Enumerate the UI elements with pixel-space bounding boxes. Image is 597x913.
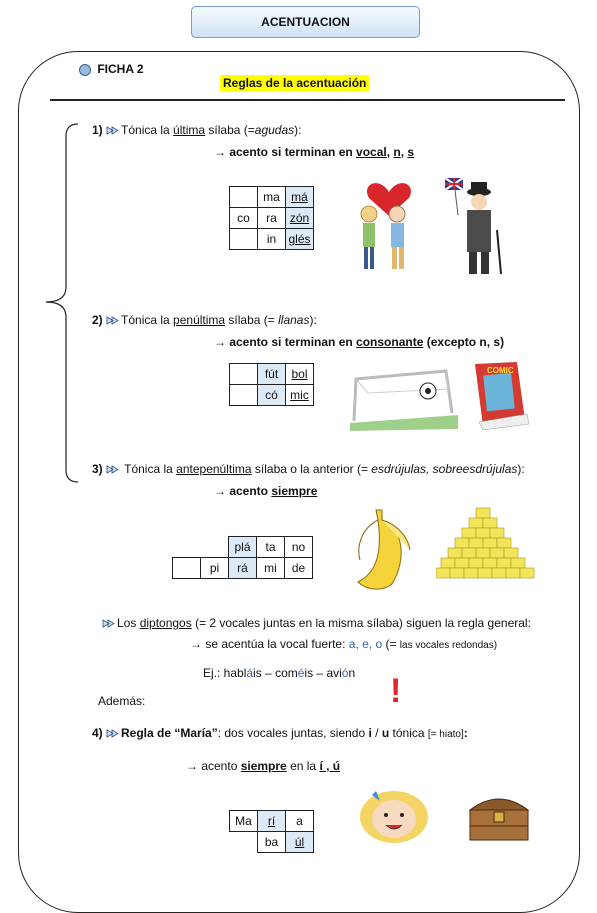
rule1-table: ma má co ra zón in glés <box>229 186 314 250</box>
rule4-arrow-text: → acento siempre en la í , ú <box>186 759 341 773</box>
rule4-heading: 4) Regla de “María”: dos vocales juntas, siendo i / u tónica [= hiato]: <box>92 726 468 740</box>
curly-brace-icon <box>40 122 80 484</box>
arrow-bullet-icon <box>106 729 119 738</box>
treasure-chest-illustration <box>466 792 532 842</box>
ademas-label: Además: <box>98 694 146 708</box>
arrow-bullet-icon <box>102 619 115 628</box>
rule1-heading: 1) Tónica la última sílaba (=agudas): <box>92 123 302 137</box>
rule3-table: plá ta no pi rá mi de <box>172 536 313 579</box>
rule4-table: Ma rí a ba úl <box>229 810 314 853</box>
banana-illustration <box>352 506 414 592</box>
pyramid-illustration <box>436 506 536 592</box>
diptongos-example: Ej.: habláis – coméis – avión <box>203 666 356 680</box>
svg-text:COMIC: COMIC <box>487 366 514 375</box>
diptongos-heading: Los diptongos (= 2 vocales juntas en la misma sílaba) siguen la regla general: <box>102 616 531 630</box>
rule2-table: fút bol có mic <box>229 363 314 406</box>
rule3-arrow-text: → acento siempre <box>214 484 318 498</box>
exclamation-icon: ! <box>390 672 402 710</box>
rule3-heading: 3) Tónica la antepenúltima sílaba o la anterior (= esdrújulas, sobreesdrújulas): <box>92 462 525 476</box>
rule2-heading: 2) Tónica la penúltima sílaba (= llanas): <box>92 313 317 327</box>
subtitle: Reglas de la acentuación <box>220 76 369 90</box>
diptongos-arrow-text: → se acentúa la vocal fuerte: a, e, o (= las vocales redondas) <box>190 637 498 651</box>
soccer-goal-illustration <box>348 363 460 433</box>
ficha-label: FICHA 2 <box>97 62 144 76</box>
rule2-arrow-text: → acento si terminan en consonante (excepto n, s) <box>214 335 505 349</box>
arrow-bullet-icon <box>106 126 119 135</box>
arrow-bullet-icon <box>106 316 119 325</box>
rule1-arrow-text: → acento si terminan en vocal, n, s <box>214 145 415 159</box>
girl-face-illustration <box>354 787 434 845</box>
comic-book-illustration <box>469 360 531 430</box>
circle-bullet-icon <box>79 64 91 76</box>
ficha-heading <box>79 62 144 76</box>
page-title: ACENTUACION <box>191 6 420 38</box>
heart-couple-illustration <box>355 170 515 282</box>
divider <box>50 99 565 101</box>
arrow-bullet-icon <box>106 465 119 474</box>
